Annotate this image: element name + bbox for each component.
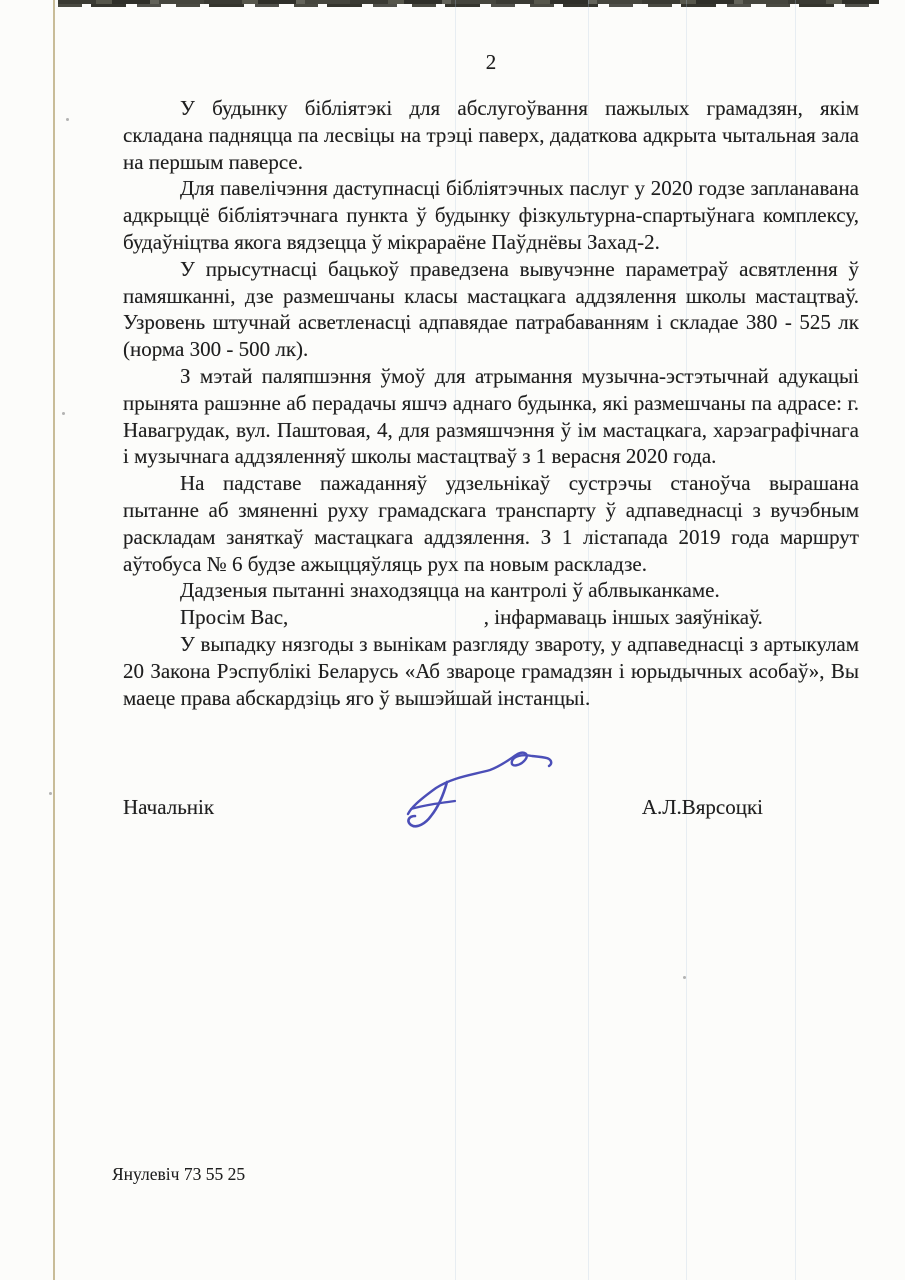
paragraph-appeal-rights: У выпадку нязгоды з вынікам разгляду звароту, у адпаведнасці з артыкулам 20 Закона Рэспублікі Беларусь «Аб звароце грамадзян і юрыдычных асобаў», Вы маеце права абскардзіць яго ў вышэйшай інстанцыі. <box>123 631 859 710</box>
paragraph-bus-schedule: На падставе пажаданняў удзельнікаў сустрэчы станоўча вырашана пытанне аб змяненні руху грамадскага транспарту ў адпаведнасці з вучэбным раскладам заняткаў мастацкага аддзялення. З 1 лістапада 2019 года маршрут аўтобуса № 6 будзе ажыццяўляць рух па новым раскладзе. <box>123 471 859 576</box>
request-line-prefix: Просім Вас, <box>180 605 289 630</box>
paragraph-building-transfer: З мэтай паляпшэння ўмоў для атрымання музычна-эстэтычнай адукацыі прынята рашэнне аб перадачы яшчэ аднаго будынка, які размешчаны па адрасе: г. Навагрудак, вул. Паштовая, 4, для размяшчэння ў ім мастацкага, харэаграфічнага і музычнага аддзяленняў школы мастацтваў з 1 верасня 2020 года. <box>123 363 859 469</box>
document-body <box>123 95 859 711</box>
paragraph-library-point-2020: Для павелічэння даступнасці бібліятэчных паслуг у 2020 годзе запланавана адкрыццё бібліятэчнага пункта ў будынку фізкультурна-спартыўнага комплексу, будаўніцтва якога вядзецца ў мікрараёне Паўднёвы Захад-2. <box>123 176 859 254</box>
scan-artifact-top-edge <box>58 0 879 4</box>
scan-speck <box>49 792 52 795</box>
signatory-title: Начальнік <box>123 795 215 819</box>
page-number: 2 <box>485 50 497 74</box>
scan-speck <box>683 976 686 979</box>
scan-speck <box>62 412 65 415</box>
request-line-suffix: , інфармаваць іншых заяўнікаў. <box>483 605 763 630</box>
scan-speck <box>66 118 69 121</box>
scan-artifact-fold-line <box>53 0 55 1280</box>
paragraph-control-note: Дадзеныя пытанні знаходзяцца на кантролі ў аблвыканкаме. <box>180 578 720 603</box>
paragraph-library: У будынку бібліятэкі для абслугоўвання пажылых грамадзян, якім складана падняцца па лесвіцы на трэці паверх, дадаткова адкрыта чытальная зала на першым паверсе. <box>123 96 859 174</box>
paragraph-lighting-study: У прысутнасці бацькоў праведзена вывучэнне параметраў асвятлення ў памяшканні, дзе размешчаны класы мастацкага аддзялення школы мастацтваў. Узровень штучнай асветленасці адпавядае патрабаванням і складае 380 - 525 лк (норма 300 - 500 лк). <box>123 256 859 362</box>
executor-contact: Янулевіч 73 55 25 <box>112 1164 246 1184</box>
handwritten-signature-icon <box>398 748 558 838</box>
request-line <box>123 604 859 631</box>
signatory-name: А.Л.Вярсоцкі <box>641 795 763 819</box>
